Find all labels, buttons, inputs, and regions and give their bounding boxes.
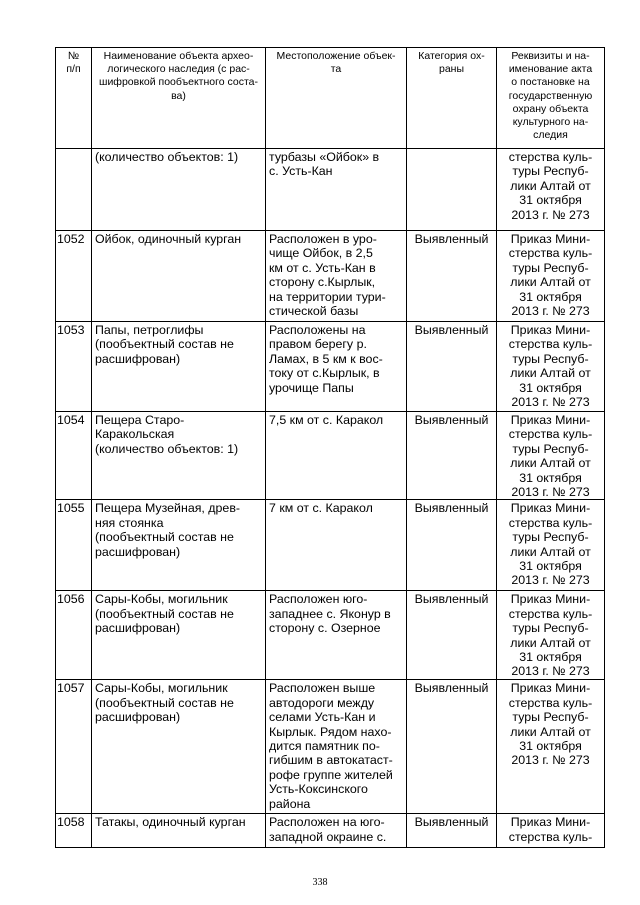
table-row	[56, 322, 605, 412]
row-object-name: Пещера Старо- Каракольская (количество объектов: 1)	[92, 412, 266, 500]
row-location: Расположен на юго- западной окраине с.	[266, 814, 407, 848]
row-act: Приказ Мини- стерства куль- туры Респуб- лики Алтай от 31 октября 2013 г. № 273	[497, 322, 605, 412]
page-number: 338	[312, 877, 328, 888]
table-row	[56, 412, 605, 500]
header-object-name: Наименование объекта архео- логического наследия (с рас- шифровкой пообъектного соста- ва)	[92, 48, 266, 149]
row-location: Расположен юго- западнее с. Яконур в сторону с. Озерное	[266, 591, 407, 680]
row-category	[407, 149, 497, 231]
row-act: Приказ Мини- стерства куль- туры Респуб- лики Алтай от 31 октября 2013 г. № 273	[497, 500, 605, 591]
table-row	[56, 591, 605, 680]
row-location: Расположен выше автодороги между селами Усть-Кан и Кырлык. Рядом нахо- дится памятник по- гибшим в автокатаст- рофе группе жителей Усть-Коксинского района	[266, 680, 407, 814]
row-act: Приказ Мини- стерства куль- туры Респуб- лики Алтай от 31 октября 2013 г. № 273	[497, 412, 605, 500]
row-act: Приказ Мини- стерства куль- туры Респуб- лики Алтай от 31 октября 2013 г. № 273	[497, 591, 605, 680]
row-number: 1054	[56, 412, 92, 500]
header-category: Категория ох- раны	[407, 48, 497, 149]
table-row	[56, 500, 605, 591]
row-location: Расположен в уро- чище Ойбок, в 2,5 км от с. Усть-Кан в сторону с.Кырлык, на территории тури- стической базы	[266, 231, 407, 322]
table-row	[56, 231, 605, 322]
table-row	[56, 814, 605, 848]
row-object-name: Татакы, одиночный курган	[92, 814, 266, 848]
row-object-name: Пещера Музейная, древ- няя стоянка (пообъектный состав не расшифрован)	[92, 500, 266, 591]
row-location: 7,5 км от с. Каракол	[266, 412, 407, 500]
row-category: Выявленный	[407, 231, 497, 322]
table-row	[56, 149, 605, 231]
row-category: Выявленный	[407, 680, 497, 814]
row-location: турбазы «Ойбок» в с. Усть-Кан	[266, 149, 407, 231]
row-location: Расположены на правом берегу р. Ламах, в 5 км к вос- току от с.Кырлык, в урочище Папы	[266, 322, 407, 412]
row-object-name: (количество объектов: 1)	[92, 149, 266, 231]
row-object-name: Сары-Кобы, могильник (пообъектный состав не расшифрован)	[92, 680, 266, 814]
row-number: 1058	[56, 814, 92, 848]
row-act: Приказ Мини- стерства куль-	[497, 814, 605, 848]
row-number	[56, 149, 92, 231]
row-act: Приказ Мини- стерства куль- туры Респуб- лики Алтай от 31 октября 2013 г. № 273	[497, 680, 605, 814]
header-number: № п/п	[56, 48, 92, 149]
row-location: 7 км от с. Каракол	[266, 500, 407, 591]
row-number: 1053	[56, 322, 92, 412]
row-category: Выявленный	[407, 814, 497, 848]
row-number: 1055	[56, 500, 92, 591]
row-number: 1052	[56, 231, 92, 322]
row-number: 1057	[56, 680, 92, 814]
table-header-row	[56, 48, 605, 149]
header-location: Местоположение объек- та	[266, 48, 407, 149]
row-act: Приказ Мини- стерства куль- туры Респуб- лики Алтай от 31 октября 2013 г. № 273	[497, 231, 605, 322]
row-number: 1056	[56, 591, 92, 680]
row-object-name: Папы, петроглифы (пообъектный состав не расшифрован)	[92, 322, 266, 412]
row-category: Выявленный	[407, 322, 497, 412]
header-act: Реквизиты и на- именование акта о постановке на государственную охрану объекта культурного на- следия	[497, 48, 605, 149]
row-object-name: Сары-Кобы, могильник (пообъектный состав не расшифрован)	[92, 591, 266, 680]
table-row	[56, 680, 605, 814]
row-category: Выявленный	[407, 591, 497, 680]
row-category: Выявленный	[407, 500, 497, 591]
row-category: Выявленный	[407, 412, 497, 500]
row-object-name: Ойбок, одиночный курган	[92, 231, 266, 322]
row-act: стерства куль- туры Респуб- лики Алтай от 31 октября 2013 г. № 273	[497, 149, 605, 231]
heritage-register-table	[55, 47, 605, 848]
